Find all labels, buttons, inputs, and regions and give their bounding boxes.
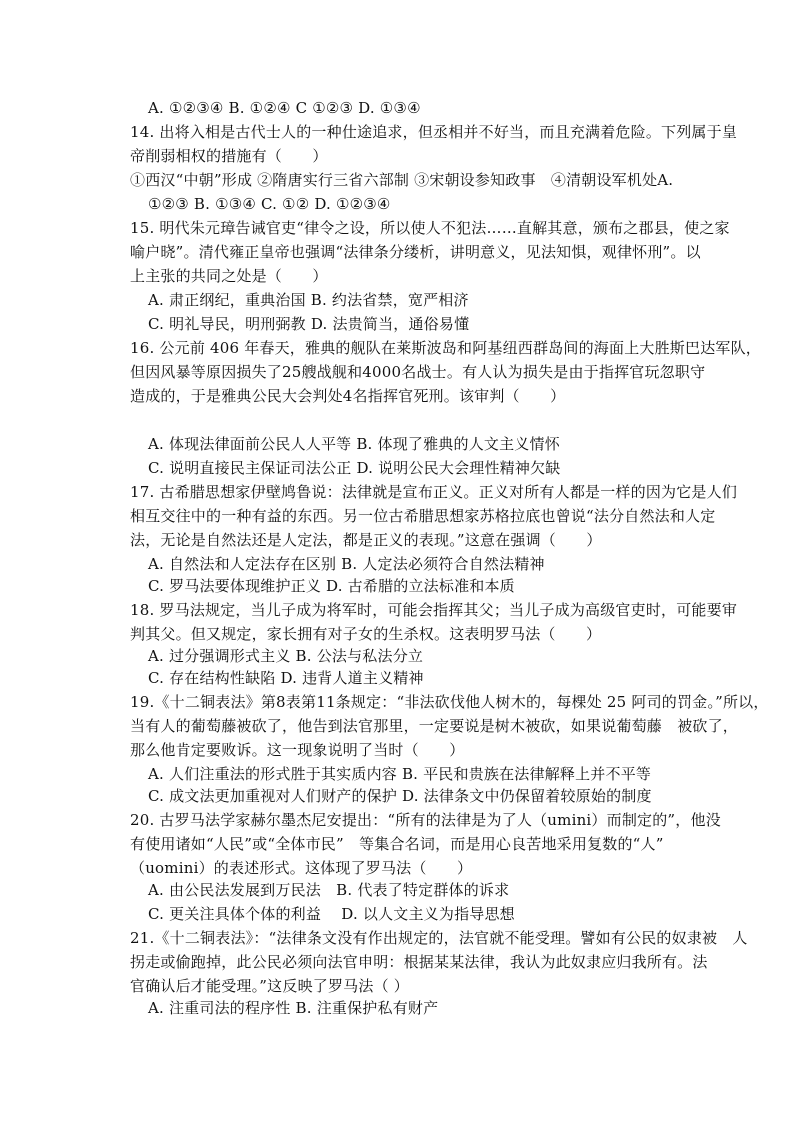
q19-stem-line-3: 那么他肯定要败诉。这一现象说明了当时（ ） [130,741,465,759]
q18-stem-line-1: 18. 罗马法规定，当儿子成为将军时，可能会指挥其父；当儿子成为高级官吏时，可能要审 [130,601,738,619]
q14-stem-line-2: 帝削弱相权的措施有（ ） [130,147,328,165]
q21-options-ab: A. 注重司法的程序性 B. 注重保护私有财产 [148,999,439,1017]
q20-stem-line-3: （uomini）的表述形式。这体现了罗马法（ ） [130,859,473,877]
q17-options-cd: C. 罗马法要体现维护正义 D. 古希腊的立法标准和本质 [148,577,515,595]
q20-options-cd: C. 更关注具体个体的利益 D. 以人文主义为指导思想 [148,905,515,923]
q15-stem-line-1: 15. 明代朱元璋告诫官吏“律令之设，所以使人不犯法……直解其意，颁布之郡县，使之家 [130,219,730,237]
q14-items: ①西汉“中朝”形成 ②隋唐实行三省六部制 ③宋朝设参知政事 ④清朝设军机处A. [130,171,674,189]
q13-options: A. ①②③④ B. ①②④ C ①②③ D. ①③④ [148,99,421,117]
q21-stem-line-3: 官确认后才能受理。”这反映了罗马法（ ） [130,977,409,995]
q20-options-ab: A. 由公民法发展到万民法 B. 代表了特定群体的诉求 [148,881,510,899]
q17-options-ab: A. 自然法和人定法存在区别 B. 人定法必须符合自然法精神 [148,555,545,573]
q18-options-ab: A. 过分强调形式主义 B. 公法与私法分立 [148,647,424,665]
q18-options-cd: C. 存在结构性缺陷 D. 违背人道主义精神 [148,669,424,687]
q18-stem-line-2: 判其父。但又规定，家长拥有对子女的生杀权。这表明罗马法（ ） [130,625,602,643]
q16-stem-line-1: 16. 公元前 406 年春天，雅典的舰队在莱斯波岛和阿基纽西群岛间的海面上大胜斯巴达军队， [130,339,761,357]
q20-stem-line-1: 20. 古罗马法学家赫尔墨杰尼安提出：“所有的法律是为了人（umini）而制定的”，他没 [130,811,721,829]
q19-stem-line-1: 19.《十二铜表法》第8表第11条规定：“非法砍伐他人树木的，每棵处 25 阿司的罚金。”所以， [130,693,769,711]
q16-stem-line-3: 造成的，于是雅典公民大会判处4名指挥官死刑。该审判（ ） [130,387,566,405]
q15-options-cd: C. 明礼导民，明刑弼教 D. 法贵简当，通俗易懂 [148,315,470,333]
q17-stem-line-3: 法，无论是自然法还是人定法，都是正义的表现。”这意在强调（ ） [130,531,602,549]
q21-stem-line-2: 拐走或偷跑掉，此公民必须向法官申明：根据某某法律，我认为此奴隶应归我所有。法 [130,953,708,971]
q17-stem-line-1: 17. 古希腊思想家伊壁鸠鲁说：法律就是宣布正义。正义对所有人都是一样的因为它是人们 [130,483,738,501]
q19-stem-line-2: 当有人的葡萄藤被砍了，他告到法官那里，一定要说是树木被砍，如果说葡萄藤 被砍了， [130,717,739,735]
q16-stem-line-2: 但因风暴等原因损失了25艘战舰和4000名战士。有人认为损失是由于指挥官玩忽职守 [130,363,706,381]
q15-stem-line-2: 喻户晓”。清代雍正皇帝也强调“法律条分缕析，讲明意义，见法知惧，观律怀刑”。以 [130,243,701,261]
q14-options: ①②③ B. ①③④ C. ①② D. ①②③④ [148,195,391,213]
q14-stem-line-1: 14. 出将入相是古代士人的一种仕途追求，但丞相并不好当，而且充满着危险。下列属于皇 [130,123,738,141]
q19-options-ab: A. 人们注重法的形式胜于其实质内容 B. 平民和贵族在法律解释上并不平等 [148,765,652,783]
q15-options-ab: A. 肃正纲纪，重典治国 B. 约法省禁，宽严相济 [148,291,469,309]
q19-options-cd: C. 成文法更加重视对人们财产的保护 D. 法律条文中仍保留着较原始的制度 [148,787,652,805]
q15-stem-line-3: 上主张的共同之处是（ ） [130,267,328,285]
q20-stem-line-2: 有使用诸如“人民”或“全体市民” 等集合名词，而是用心良苦地采用复数的“人” [130,835,664,853]
q16-options-ab: A. 体现法律面前公民人人平等 B. 体现了雅典的人文主义情怀 [148,435,560,453]
q17-stem-line-2: 相互交往中的一种有益的东西。另一位古希腊思想家苏格拉底也曾说“法分自然法和人定 [130,507,716,525]
q16-options-cd: C. 说明直接民主保证司法公正 D. 说明公民大会理性精神欠缺 [148,459,561,477]
q21-stem-line-1: 21.《十二铜表法》：“法律条文没有作出规定的，法官就不能受理。譬如有公民的奴隶被 人 [130,929,748,947]
